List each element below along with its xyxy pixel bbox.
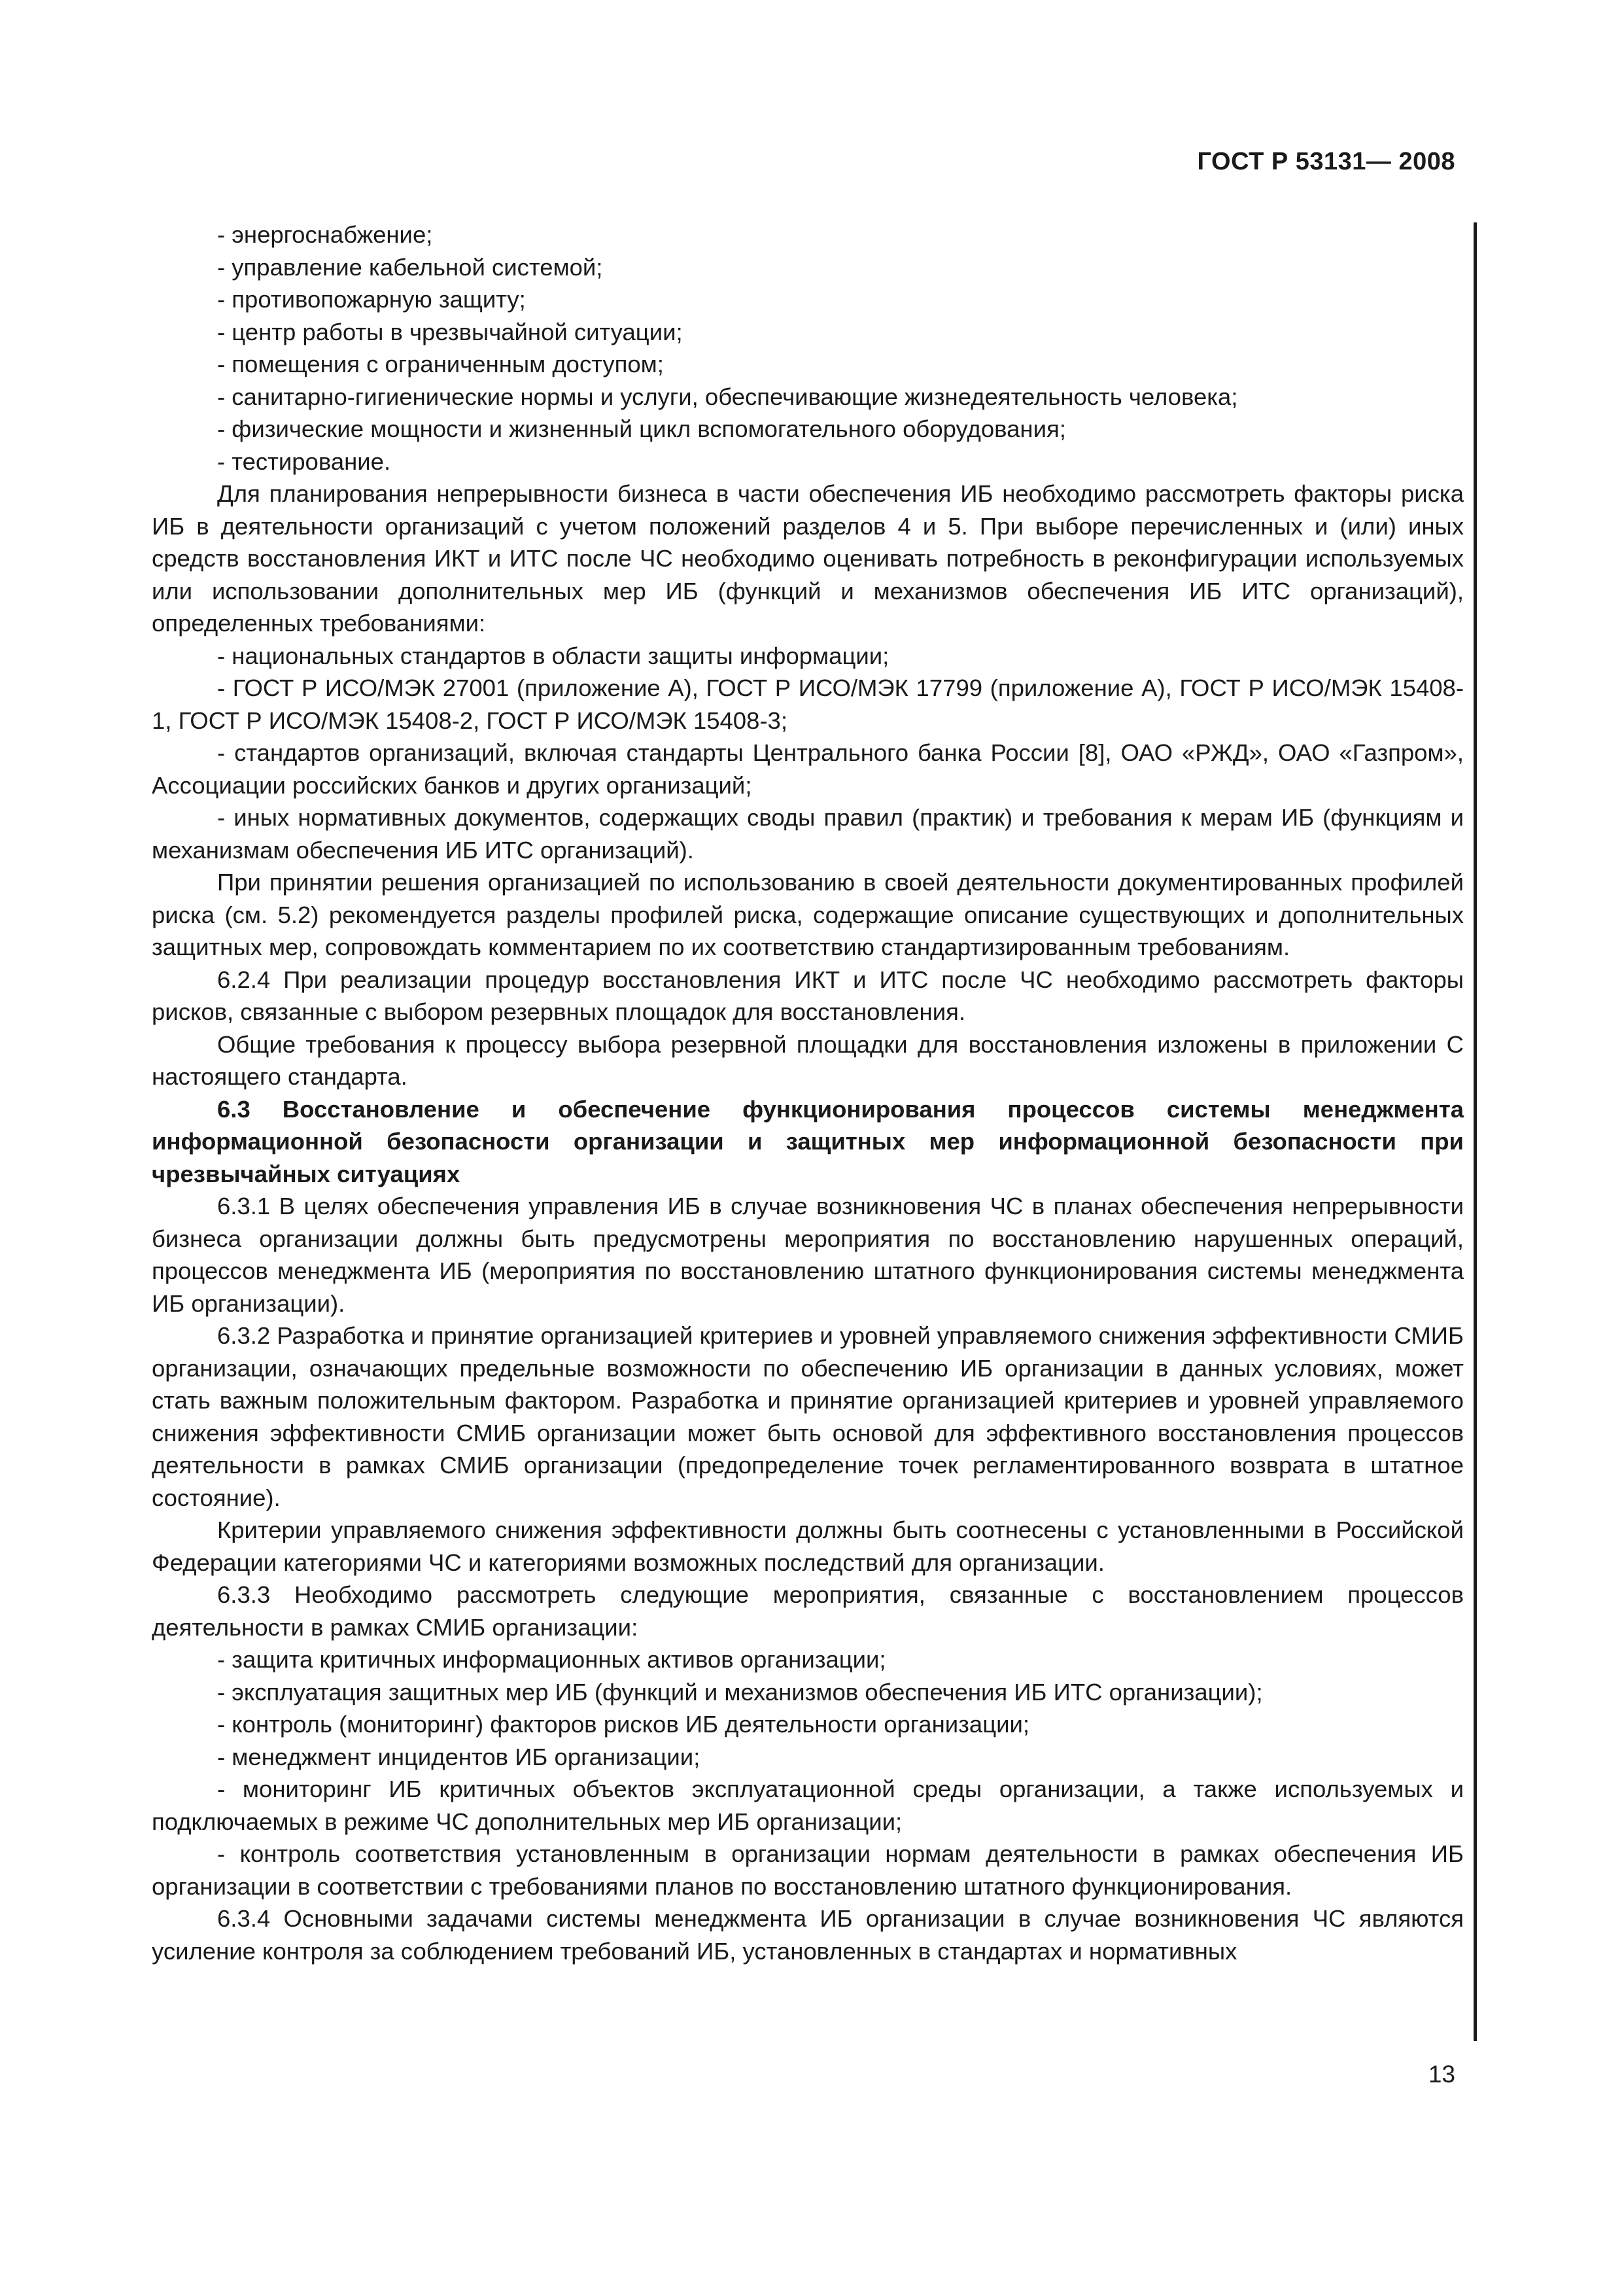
change-bar-rule — [1474, 222, 1477, 2041]
paragraph: - контроль (мониторинг) факторов рисков ИБ деятельности организации; — [217, 1711, 1030, 1738]
paragraph: При принятии решения организацией по использованию в своей деятельности документированных профилей риска (см. 5.2) рекомендуется разделы профилей риска, содержащие описание существующих и дополнительных защитных мер, сопровождать комментарием по их соответствию стандартизированным требованиям. — [152, 869, 1464, 960]
paragraph: Общие требования к процессу выбора резервной площадки для восстановления изложены в приложении С настоящего стандарта. — [152, 1030, 1464, 1090]
paragraph: 6.3.1 В целях обеспечения управления ИБ в случае возникновения ЧС в планах обеспечения непрерывности бизнеса организации должны быть предусмотрены мероприятия по восстановлению нарушенных операций, процессов менеджмента ИБ (мероприятия по восстановлению штатного функционирования системы менеджмента ИБ организации). — [152, 1193, 1464, 1317]
paragraph: - помещения с ограниченным доступом; — [217, 351, 664, 377]
paragraph: 6.2.4 При реализации процедур восстановления ИКТ и ИТС после ЧС необходимо рассмотреть факторы рисков, связанные с выбором резервных площадок для восстановления. — [152, 966, 1464, 1025]
paragraph: - тестирование. — [217, 447, 391, 475]
paragraph: - эксплуатация защитных мер ИБ (функций и механизмов обеспечения ИБ ИТС организации); — [217, 1678, 1263, 1706]
page-number: 13 — [1428, 2061, 1455, 2088]
paragraph: - национальных стандартов в области защиты информации; — [217, 642, 890, 669]
paragraph: - стандартов организаций, включая стандарты Центрального банка России [8], ОАО «РЖД», ОАО «Газпром», Ассоциации российских банков и других организаций; — [152, 739, 1464, 799]
paragraph: - энергоснабжение; — [217, 221, 433, 248]
paragraph: 6.3.4 Основными задачами системы менеджмента ИБ организации в случае возникновения ЧС являются усиление контроля за соблюдением требований ИБ, установленных в стандартах и нормативных — [152, 1905, 1464, 1965]
section-heading: 6.3 Восстановление и обеспечение функционирования процессов системы менеджмента информационной безопасности организации и защитных мер информационной безопасности при чрезвычайных ситуациях — [152, 1095, 1464, 1187]
paragraph: - центр работы в чрезвычайной ситуации; — [217, 318, 683, 345]
paragraph: - менеджмент инцидентов ИБ организации; — [217, 1743, 700, 1770]
paragraph: - контроль соответствия установленным в организации нормам деятельности в рамках обеспечения ИБ организации в соответствии с требованиями планов по восстановлению штатного функционирования. — [152, 1840, 1464, 1900]
paragraph: Для планирования непрерывности бизнеса в части обеспечения ИБ необходимо рассмотреть факторы риска ИБ в деятельности организаций с учетом положений разделов 4 и 5. При выборе перечисленных и (или) иных средств восстановления ИКТ и ИТС после ЧС необходимо оценивать потребность в реконфигурации используемых или использовании дополнительных мер ИБ (функций и механизмов обеспечения ИБ ИТС организаций), определенных требованиями: — [152, 480, 1464, 637]
document-body — [152, 219, 1464, 1967]
paragraph: - управление кабельной системой; — [217, 253, 603, 281]
paragraph: - мониторинг ИБ критичных объектов эксплуатационной среды организации, а также используемых и подключаемых в режиме ЧС дополнительных мер ИБ организации; — [152, 1776, 1464, 1835]
paragraph: - противопожарную защиту; — [217, 286, 526, 313]
paragraph: - ГОСТ Р ИСО/МЭК 27001 (приложение А), ГОСТ Р ИСО/МЭК 17799 (приложение А), ГОСТ Р ИСО/МЭК 15408-1, ГОСТ Р ИСО/МЭК 15408-2, ГОСТ Р ИСО/МЭК 15408-3; — [152, 674, 1464, 734]
paragraph: - физические мощности и жизненный цикл вспомогательного оборудования; — [217, 415, 1066, 442]
paragraph: - защита критичных информационных активов организации; — [217, 1646, 886, 1673]
paragraph: - иных нормативных документов, содержащих своды правил (практик) и требования к мерам ИБ (функциям и механизмам обеспечения ИБ ИТС организаций). — [152, 804, 1464, 864]
paragraph: 6.3.3 Необходимо рассмотреть следующие мероприятия, связанные с восстановлением процессов деятельности в рамках СМИБ организации: — [152, 1581, 1464, 1641]
paragraph: - санитарно-гигиенические нормы и услуги, обеспечивающие жизнедеятельность человека; — [217, 383, 1238, 410]
standard-code-header: ГОСТ Р 53131— 2008 — [1197, 148, 1455, 175]
paragraph: Критерии управляемого снижения эффективности должны быть соотнесены с установленными в Российской Федерации категориями ЧС и категориями возможных последствий для организации. — [152, 1516, 1464, 1576]
paragraph: 6.3.2 Разработка и принятие организацией критериев и уровней управляемого снижения эффективности СМИБ организации, означающих предельные возможности по обеспечению ИБ организации в данных условиях, может стать важным положительным фактором. Разработка и принятие организацией критериев и уровней управляемого снижения эффективности СМИБ организации может быть основой для эффективного восстановления процессов деятельности в рамках СМИБ организации (предопределение точек регламентированного возврата в штатное состояние). — [152, 1322, 1464, 1511]
